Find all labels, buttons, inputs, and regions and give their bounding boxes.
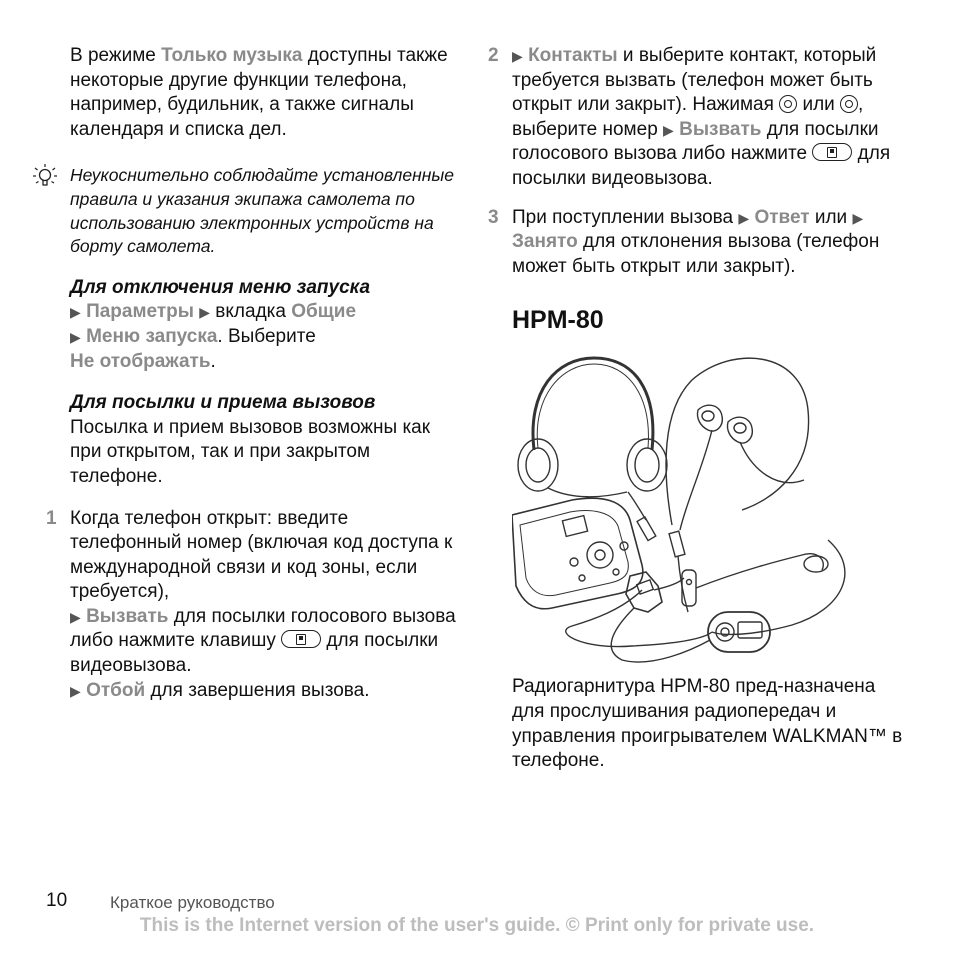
step-number: 2 — [488, 45, 499, 66]
tip-note — [70, 164, 460, 258]
step-text: для завершения вызова. — [145, 679, 370, 701]
navigation-key-icon — [779, 95, 797, 113]
play-arrow-icon: ▶ — [738, 209, 750, 226]
video-call-key-icon — [281, 630, 321, 648]
section-heading: Для отключения меню запуска — [70, 276, 371, 298]
step-1 — [46, 507, 460, 704]
menu-startup: Меню запуска — [86, 325, 218, 347]
step-text: При поступлении вызова — [512, 206, 739, 228]
intro-text-rest: доступны также некоторые другие функции телефона, например, будильник, а также сигналы календаря и списка дел. — [70, 45, 448, 140]
play-arrow-icon: ▶ — [70, 304, 81, 321]
section-title: HPM-80 — [512, 306, 604, 335]
menu-settings: Параметры — [86, 301, 194, 323]
menu-end-call: Отбой — [86, 679, 146, 701]
section-calls — [70, 391, 460, 489]
play-arrow-icon: ▶ — [70, 682, 81, 699]
step-text: или — [809, 206, 853, 228]
right-column — [488, 44, 912, 774]
music-only-mode: Только музыка — [161, 45, 303, 66]
step-number: 3 — [488, 206, 499, 228]
play-arrow-icon: ▶ — [199, 304, 211, 321]
video-call-key-icon — [812, 143, 852, 161]
step-2 — [488, 44, 912, 192]
instruction-line — [70, 300, 460, 325]
step-text: для отклонения вызова (телефон может быть открыт или закрыт). — [512, 231, 880, 277]
step-text: для посылки видеовызова. — [512, 143, 891, 189]
menu-answer: Ответ — [754, 206, 810, 228]
intro-paragraph — [70, 44, 460, 142]
play-arrow-icon: ▶ — [852, 209, 864, 226]
section-body: Посылка и прием вызовов возможны как при открытом, так и при закрытом телефоне. — [70, 416, 431, 487]
menu-busy: Занято — [512, 231, 578, 253]
step-number: 1 — [46, 507, 57, 529]
step-text: , выберите номер — [512, 94, 864, 140]
internet-version-notice: This is the Internet version of the user's guide. © Print only for private use. — [139, 915, 815, 936]
section-heading: Для посылки и приема вызовов — [70, 392, 376, 414]
play-arrow-icon: ▶ — [70, 608, 81, 625]
play-arrow-icon: ▶ — [512, 48, 523, 64]
lightbulb-icon — [32, 163, 58, 191]
step-3 — [488, 206, 912, 280]
instruction-text: . — [210, 350, 216, 372]
menu-contacts: Контакты — [528, 45, 618, 66]
step-text: для посылки голосового вызова либо нажмите — [512, 118, 879, 165]
instruction-text: . Выберите — [217, 325, 316, 347]
play-arrow-icon: ▶ — [663, 121, 674, 138]
menu-call: Вызвать — [679, 118, 762, 140]
tip-text: Неукоснительно соблюдайте установленные правила и указания экипажа самолета по использованию электронных устройств на борту самолета. — [70, 165, 454, 257]
step-text: и выберите контакт, который требуется вызвать (телефон может быть открыт или закрыт). Нажимая — [512, 45, 877, 116]
page-number: 10 — [46, 890, 68, 911]
menu-dont-show: Не отображать — [70, 350, 211, 372]
instruction-line — [70, 350, 460, 375]
footer-section-title: Краткое руководство — [110, 893, 275, 912]
navigation-key-icon — [840, 95, 858, 113]
left-column — [46, 44, 460, 703]
intro-text: В режиме — [70, 45, 162, 66]
play-arrow-icon: ▶ — [70, 328, 81, 345]
step-text: для посылки голосового вызова либо нажмите клавишу — [70, 605, 456, 652]
instruction-line — [70, 325, 460, 350]
menu-general: Общие — [291, 301, 357, 323]
illustration-caption: Радиогарнитура HPM-80 пред-назначена для прослушивания радиопередач и управления проигрывателем WALKMAN™ в телефоне. — [512, 676, 903, 772]
menu-call: Вызвать — [86, 605, 169, 627]
step-text: для посылки видеовызова. — [70, 630, 439, 677]
instruction-text: вкладка — [210, 301, 292, 323]
step-text: Когда телефон открыт: введите телефонный номер (включая код доступа к международной связи и код зоны, если требуется), — [70, 507, 453, 603]
step-text: или — [797, 94, 841, 116]
section-startup-menu — [70, 276, 460, 374]
headset-illustration — [512, 350, 852, 666]
